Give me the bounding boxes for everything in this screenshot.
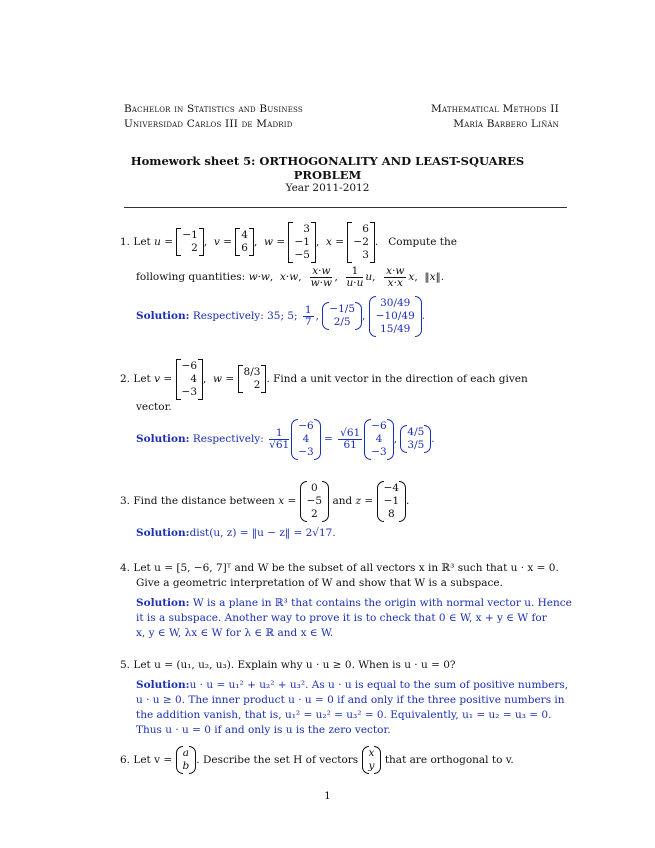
vector-v: 4 6 <box>235 228 254 256</box>
problem-1-solution: Solution: Respectively: 35; 5; $\frac{1}{7}$ , −1/5 2/5 , 30/49 −10/49 15/49 . <box>136 296 426 335</box>
title-rule <box>124 207 567 208</box>
vector-u: −1 2 <box>176 228 203 256</box>
problem-3-statement: 3. Find the distance between x = 0 −5 2 and z = −4 −1 8 . <box>120 481 410 520</box>
solution-vector: 30/49 −10/49 15/49 <box>369 296 422 337</box>
problem-6-statement: 6. Let v = a b . Describe the set H of vectors x y that are orthogonal to v. <box>120 747 514 772</box>
solution-vector: −1/5 2/5 <box>322 302 362 330</box>
problem-5-solution: Solution:u · u = u₁² + u₂² + u₃². As u · u is equal to the sum of positive numbers, <box>136 679 569 691</box>
problem-2-text: vector. <box>136 401 172 413</box>
problem-5-solution-line2: u · u ≥ 0. The inner product u · u = 0 if and only if the three positive numbers in <box>136 694 565 706</box>
year-label: Year 2011-2012 <box>285 182 370 194</box>
vector-w: 3 −1 −5 <box>288 222 315 263</box>
page-title: Homework sheet 5: ORTHOGONALITY AND LEAST-SQUARES <box>130 154 525 168</box>
problem-5-statement: 5. Let u = (u₁, u₂, u₃). Explain why u · u ≥ 0. When is u · u = 0? <box>120 659 456 671</box>
vector-v: a b <box>176 746 197 774</box>
problem-3-solution: Solution:dist(u, z) = ‖u − z‖ = 2√17. <box>136 527 336 539</box>
problem-5-solution-line4: Thus u · u = 0 if and only is u is the zero vector. <box>136 724 391 736</box>
vector-xy: x y <box>362 746 382 774</box>
vector-x: 6 −2 3 <box>347 222 374 263</box>
page-title-line2: PROBLEM <box>293 168 362 182</box>
problem-1-statement: 1. Let u = −1 2 , v = 4 6 , w = 3 −1 −5 , x = 6 −2 3 . Compute the <box>120 222 457 261</box>
problem-4-solution: Solution: W is a plane in ℝ³ that contains the origin with normal vector u. Hence <box>136 597 572 609</box>
problem-5-solution-line3: the addition vanish, that is, u₁² = u₂² = u₃² = 0. Equivalently, u₁ = u₂ = u₃ = 0. <box>136 709 552 721</box>
header-university: Universidad Carlos III de Madrid <box>124 118 293 130</box>
problem-number: 1. <box>120 236 131 248</box>
header-subject: Mathematical Methods II <box>431 103 559 115</box>
problem-4-statement-line2: Give a geometric interpretation of W and show that W is a subspace. <box>136 577 503 589</box>
problem-4-solution-line2: it is a subspace. Another way to prove it is to check that 0 ∈ W, x + y ∈ W for <box>136 612 547 624</box>
vector-x: 0 −5 2 <box>300 481 329 522</box>
vector-v: −6 4 −3 <box>176 359 203 400</box>
vector-w: 8/3 2 <box>238 365 267 393</box>
page-number: 1 <box>324 790 331 802</box>
header-author: María Barbero Liñán <box>453 118 559 130</box>
vector-z: −4 −1 8 <box>377 481 406 522</box>
header-course: Bachelor in Statistics and Business <box>124 103 303 115</box>
problem-4-statement: 4. Let u = [5, −6, 7]ᵀ and W be the subset of all vectors x in ℝ³ such that u · x = 0. <box>120 562 559 574</box>
problem-4-solution-line3: x, y ∈ W, λx ∈ W for λ ∈ ℝ and x ∈ W. <box>136 627 334 639</box>
problem-text: Let <box>133 236 151 248</box>
problem-2-solution: Solution: Respectively: $\frac{1}{√61}$ −6 4 −3 = $\frac{√61}{61}$ −6 4 −3 , 4/5 3/5 . <box>136 419 435 458</box>
problem-2-statement: 2. Let v = −6 4 −3 , w = 8/3 2 . Find a unit vector in the direction of each given <box>120 359 528 398</box>
problem-text: Compute the <box>388 236 457 248</box>
problem-1-quantities: following quantities: w · w , x · w , $\frac{x\cdot w}{w\cdot w}$ , $\frac{1}{u\cdot u}$ u , $\frac{x\cdot w}{x\cdot x}$ x , ‖ x ‖. <box>136 264 445 289</box>
